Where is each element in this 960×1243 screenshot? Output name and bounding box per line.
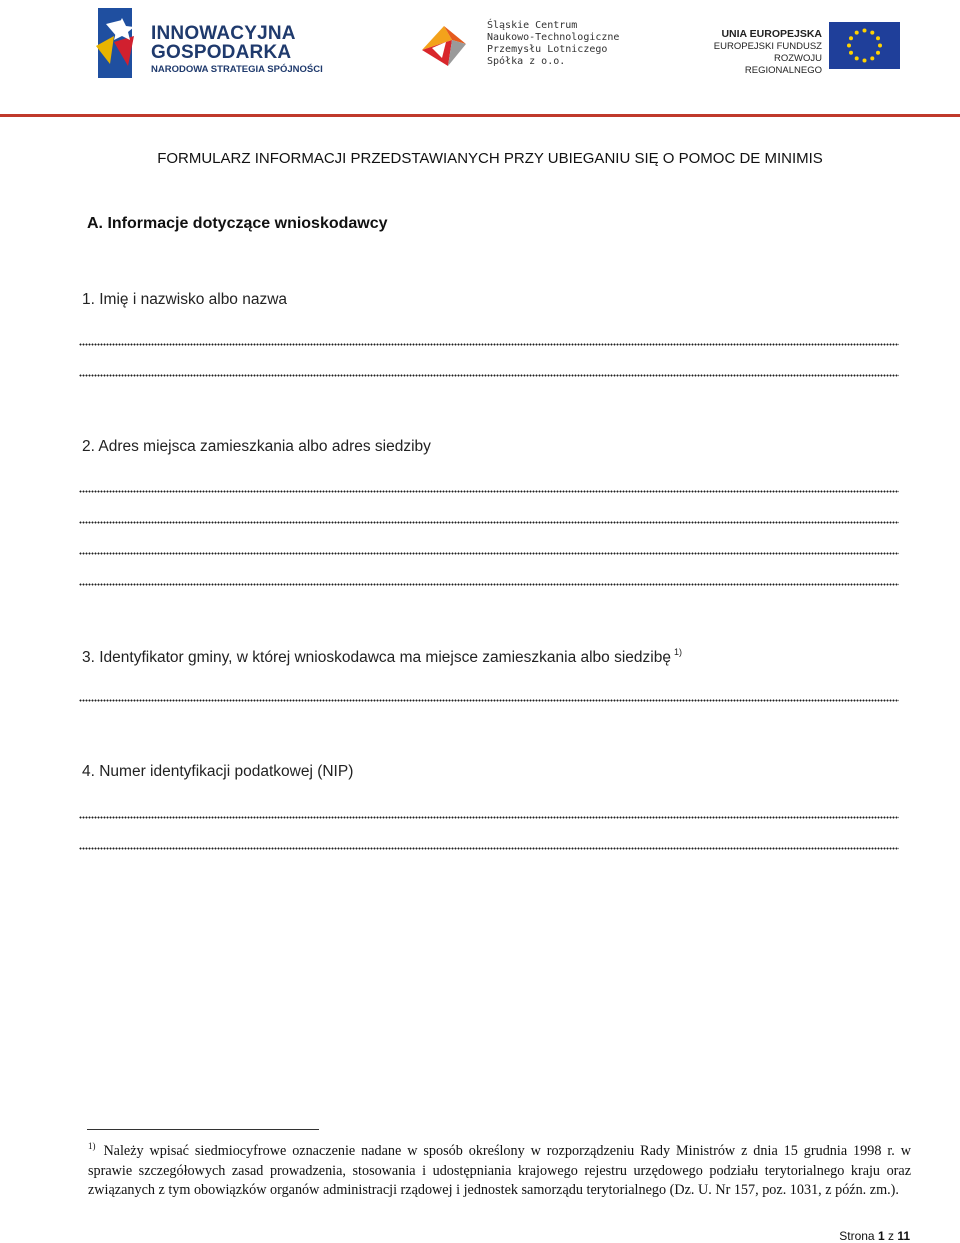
page-total: 11 [897,1229,910,1243]
answer-line [79,374,899,377]
answer-line [79,343,899,346]
question-4: 4. Numer identyfikacji podatkowej (NIP) [82,763,354,780]
innowacyjna-gospodarka-text [151,24,323,75]
logo-left-line2: GOSPODARKA [151,42,292,63]
answer-line [79,847,899,850]
footnote-text: Należy wpisać siedmiocyfrowe oznaczenie nadane w sposób określony w rozporządzeniu Rady Ministrów z dnia 15 grudnia 1998 r. w sprawie szczegółowych zasad prowadzenia, stosowania i udostępniania krajowego rejestru urzędowego podziału terytorialnego kraju oraz związanych z tym obowiązków organów administracji rządowej i jednostek samorządu terytorialnego (Dz. U. Nr 157, poz. 1031, z późn. zm.). [88,1143,912,1198]
eu-flag-icon [829,22,900,69]
page-header [0,0,960,120]
footnote-marker: 1) [88,1141,96,1151]
eu-text [700,28,822,77]
logo-right-line3: ROZWOJU REGIONALNEGO [744,53,822,76]
answer-line [79,521,899,524]
answer-line [79,816,899,819]
logo-center-line1: Śląskie Centrum [487,20,578,31]
answer-line [79,490,899,493]
answer-line [79,699,899,702]
section-heading: A. Informacje dotyczące wnioskodawcy [87,215,388,232]
footnote-ref: 1) [673,647,682,657]
question-3-text: 3. Identyfikator gminy, w której wnioskodawca ma miejsce zamieszkania albo siedzibę [82,649,671,666]
page-number [839,1229,910,1243]
footnote [88,1137,911,1201]
page-label: Strona [839,1229,875,1243]
question-2: 2. Adres miejsca zamieszkania albo adres siedziby [82,438,431,455]
question-1: 1. Imię i nazwisko albo nazwa [82,291,288,308]
logo-left-line1: INNOWACYJNA [151,23,296,44]
logo-left-line3: NARODOWA STRATEGIA SPÓJNOŚCI [151,64,323,75]
logo-center-line4: Spółka z o.o. [487,56,566,67]
page-sep: z [887,1229,894,1243]
scntpl-text [487,20,619,68]
footnote-separator [87,1129,319,1130]
logo-center-line3: Przemysłu Lotniczego [487,44,608,55]
answer-line [79,583,899,586]
question-3 [82,647,682,667]
header-rule [0,114,960,117]
form-title: FORMULARZ INFORMACJI PRZEDSTAWIANYCH PRZY UBIEGANIU SIĘ O POMOC DE MINIMIS [157,150,823,167]
logo-right-line1: UNIA EUROPEJSKA [721,28,822,40]
innowacyjna-gospodarka-logo-icon [92,6,144,80]
page-current: 1 [877,1229,885,1243]
answer-line [79,552,899,555]
logo-center-line2: Naukowo-Technologiczne [487,32,620,43]
scntpl-logo-icon [418,20,470,72]
logo-right-line2: EUROPEJSKI FUNDUSZ [713,41,822,52]
